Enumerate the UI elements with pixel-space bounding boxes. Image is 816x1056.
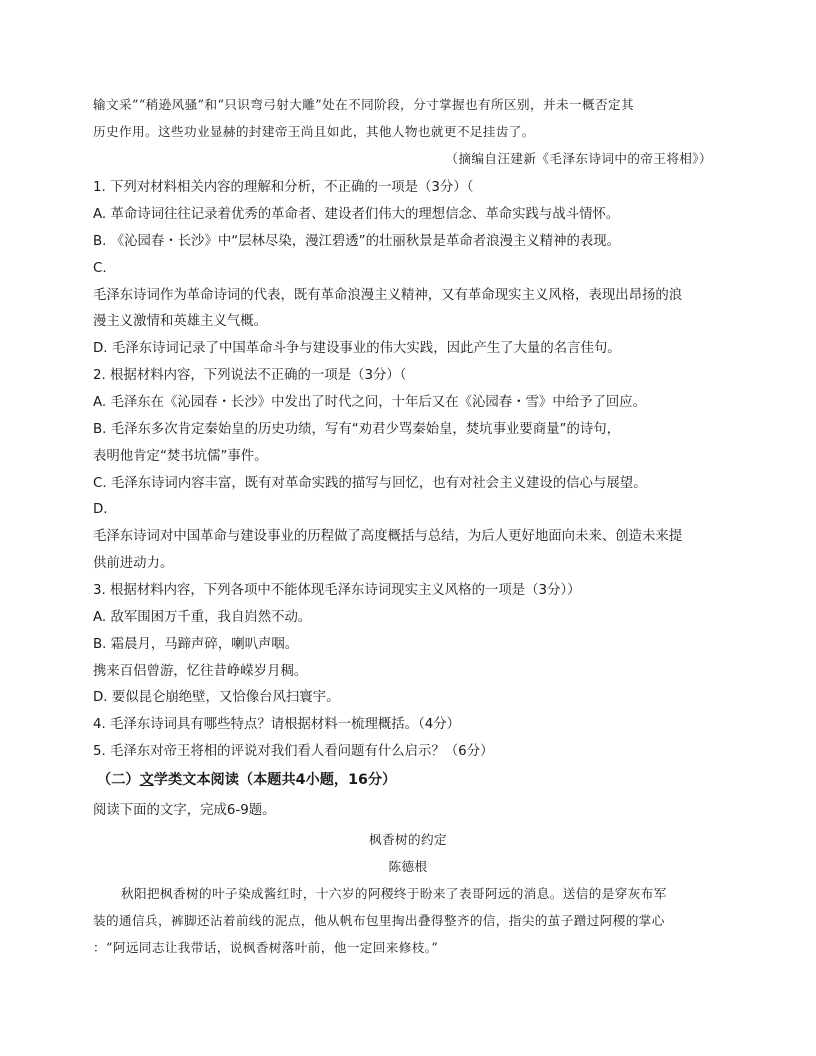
question-1-option-c-text: 毛泽东诗词作为革命诗词的代表，既有革命浪漫主义精神，又有革命现实主义风格，表现出昂扬的浪 — [93, 288, 683, 303]
question-2-option-d-text: 供前进动力。 — [93, 556, 174, 571]
question-1-option-c-text: 漫主义激情和英雄主义气概。 — [93, 314, 268, 329]
intro-text-line: 输文采”“稍逊风骚”和“只识弯弓射大雕”处在不同阶段，分寸掌握也有所区别，并未一概否定其 — [93, 97, 634, 112]
question-5: 5. 毛泽东对帝王将相的评说对我们看人看问题有什么启示？（6分） — [93, 744, 494, 759]
story-paragraph-line: 秋阳把枫香树的叶子染成酱红时，十六岁的阿稷终于盼来了表哥阿远的消息。送信的是穿灰布军 — [121, 886, 667, 901]
story-paragraph-line: 装的通信兵，裤脚还沾着前线的泥点，他从帆布包里掏出叠得整齐的信，指尖的茧子蹭过阿稷的掌心 — [93, 913, 665, 928]
section-2-heading — [97, 770, 396, 790]
story-author: 陈德根 — [388, 859, 428, 874]
section-heading-prefix: （二） — [97, 772, 140, 788]
question-1-option-c-label: C. — [93, 261, 107, 276]
question-1-option-b: B. 《沁园春・长沙》中“层林尽染，漫江碧透”的壮丽秋景是革命者浪漫主义精神的表现。 — [93, 234, 621, 249]
question-1-option-a: A. 革命诗词往往记录着优秀的革命者、建设者们伟大的理想信念、革命实践与战斗情怀。 — [93, 207, 620, 222]
question-2-option-c: C. 毛泽东诗词内容丰富，既有对革命实践的描写与回忆，也有对社会主义建设的信心与展望。 — [93, 476, 647, 491]
story-title: 枫香树的约定 — [369, 832, 447, 847]
question-4: 4. 毛泽东诗词具有哪些特点？请根据材料一梳理概括。（4分） — [93, 717, 461, 732]
question-2-option-a: A. 毛泽东在《沁园春・长沙》中发出了时代之问，十年后又在《沁园春・雪》中给予了回应。 — [93, 395, 647, 410]
question-2-option-b: B. 毛泽东多次肯定秦始皇的历史功绩，写有“劝君少骂秦始皇，焚坑事业要商量”的诗句， — [93, 422, 621, 437]
question-2-option-d-text: 毛泽东诗词对中国革命与建设事业的历程做了高度概括与总结，为后人更好地面向未来、创造未来提 — [93, 529, 683, 544]
question-1-option-d: D. 毛泽东诗词记录了中国革命斗争与建设事业的伟大实践，因此产生了大量的名言佳句。 — [93, 341, 621, 356]
question-2-option-d-label: D. — [93, 502, 108, 517]
story-paragraph-line: ：“阿远同志让我带话，说枫香树落叶前，他一定回来修枝。” — [93, 940, 439, 955]
question-3-option-c: 携来百侣曾游，忆往昔峥嵘岁月稠。 — [93, 664, 308, 679]
intro-text-line: 历史作用。这些功业显赫的封建帝王尚且如此，其他人物也就更不足挂齿了。 — [93, 124, 535, 139]
section-heading-underlined: 文 — [139, 772, 154, 788]
section-heading-rest: 学类文本阅读（本题共4小题，16分） — [153, 772, 397, 788]
question-3-stem: 3. 根据材料内容，下列各项中不能体现毛泽东诗词现实主义风格的一项是（3分）） — [93, 583, 581, 598]
section-2-instruction: 阅读下面的文字，完成6-9题。 — [93, 803, 276, 818]
source-citation: （摘编自汪建新《毛泽东诗词中的帝王将相》） — [445, 151, 712, 166]
question-3-option-a: A. 敌军围困万千重，我自岿然不动。 — [93, 610, 312, 625]
question-2-stem: 2. 根据材料内容，下列说法不正确的一项是（3分）（ — [93, 368, 407, 383]
question-1-stem: 1. 下列对材料相关内容的理解和分析，不正确的一项是（3分）（ — [93, 180, 474, 195]
question-3-option-d: D. 要似昆仑崩绝壁，又恰像台风扫寰宇。 — [93, 690, 340, 705]
question-2-option-b: 表明他肯定“焚书坑儒”事件。 — [93, 449, 268, 464]
question-3-option-b: B. 霜晨月，马蹄声碎，喇叭声咽。 — [93, 637, 299, 652]
